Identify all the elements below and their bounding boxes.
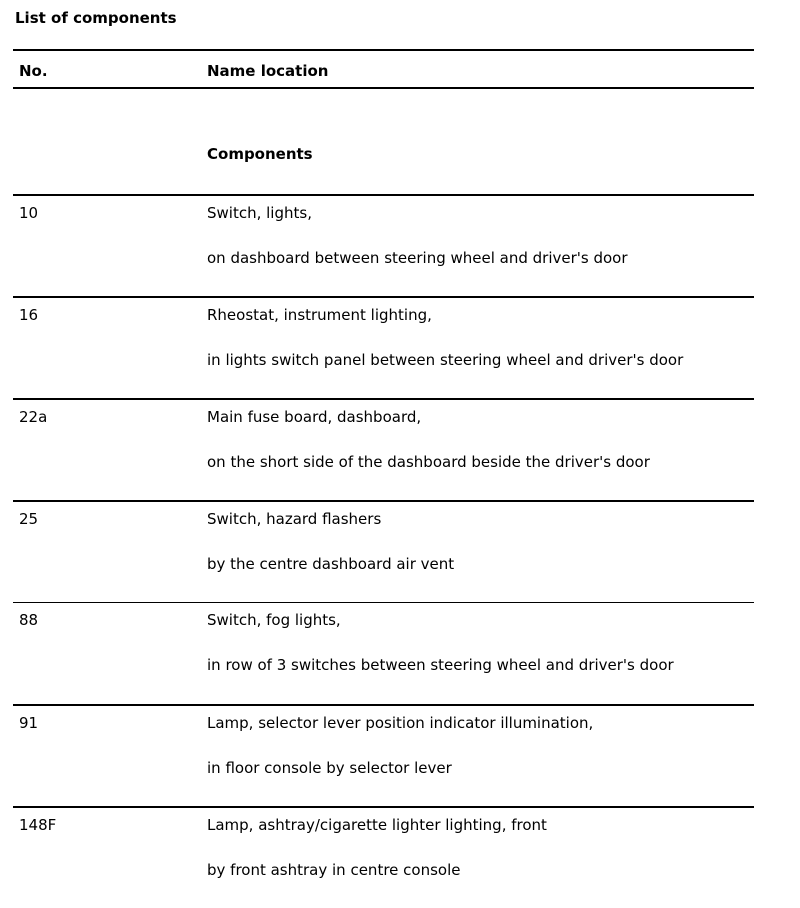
component-location: in floor console by selector lever [207,759,452,777]
component-name: Lamp, selector lever position indicator illumination, [207,714,594,732]
table-header [13,49,754,89]
component-number: 16 [19,306,39,324]
table-row [13,806,754,908]
component-location: by front ashtray in centre console [207,861,461,879]
header-name-location: Name location [207,62,329,80]
table-row [13,296,754,398]
component-number: 25 [19,510,39,528]
component-name: Switch, hazard flashers [207,510,382,528]
component-name: Main fuse board, dashboard, [207,408,422,426]
component-location: in row of 3 switches between steering wheel and driver's door [207,656,674,674]
component-number: 91 [19,714,39,732]
component-number: 88 [19,611,39,629]
header-no: No. [19,62,48,80]
component-location: on dashboard between steering wheel and driver's door [207,249,628,267]
component-number: 10 [19,204,39,222]
table-row [13,704,754,806]
table-row [13,194,754,296]
component-location: by the centre dashboard air vent [207,555,455,573]
table-row [13,602,754,704]
component-name: Lamp, ashtray/cigarette lighter lighting, front [207,816,547,834]
component-name: Rheostat, instrument lighting, [207,306,432,324]
component-location: in lights switch panel between steering wheel and driver's door [207,351,684,369]
table-row [13,500,754,602]
section-label: Components [207,145,313,163]
components-table [13,49,754,908]
page-title: List of components [15,9,177,27]
component-number: 148F [19,816,57,834]
component-number: 22a [19,408,48,426]
table-row [13,398,754,500]
component-name: Switch, lights, [207,204,312,222]
section-heading [13,89,754,194]
component-location: on the short side of the dashboard beside the driver's door [207,453,650,471]
component-name: Switch, fog lights, [207,611,341,629]
